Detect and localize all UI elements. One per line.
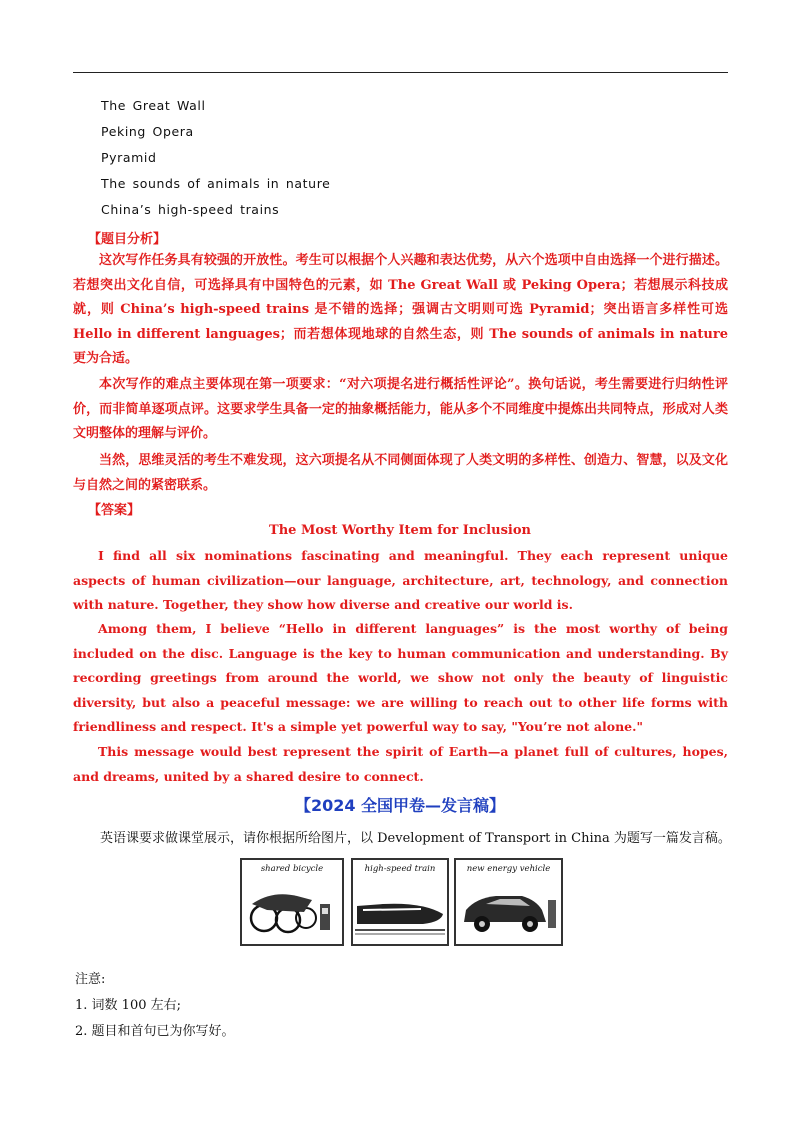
transport-figures xyxy=(240,858,565,944)
note-item: 2. 题目和首句已为你写好。 xyxy=(75,1024,235,1039)
analysis-heading: 【题目分析】 xyxy=(88,232,167,247)
figure-label: shared bicycle xyxy=(260,864,324,874)
option-item: Peking Opera xyxy=(101,124,194,139)
figure-label: new energy vehicle xyxy=(466,864,551,874)
essay-paragraph: I find all six nominations fascinating and meaningful. They each represent unique aspects of human civilization—our language, architecture, art, technology, and connection with nature. Together, they show how diverse and creative our world is. xyxy=(73,548,728,612)
header-rule xyxy=(73,72,728,73)
answer-heading: 【答案】 xyxy=(88,503,141,518)
figure-shared-bicycle xyxy=(240,858,344,946)
essay-paragraph: Among them, I believe “Hello in different languages” is the most worthy of being included on the disc. Language is the key to human communication and understanding. By recording greetings from around the world, we show not only the beauty of linguistic diversity, but also a peaceful message: we are willing to reach out to other life forms with friendliness and respect. It's a simple yet powerful way to say, "You’re not alone." xyxy=(73,621,728,734)
figure-label: high-speed train xyxy=(364,864,436,874)
option-item: China’s high-speed trains xyxy=(101,202,280,217)
option-item: Pyramid xyxy=(101,150,157,165)
figure-new-energy-vehicle xyxy=(454,858,563,946)
writing-prompt: 英语课要求做课堂展示，请你根据所给图片，以 Development of Transport in China 为题写一篇发言稿。 xyxy=(100,831,731,846)
analysis-paragraph: 这次写作任务具有较强的开放性。考生可以根据个人兴趣和表达优势，从六个选项中自由选择一个进行描述。若想突出文化自信，可选择具有中国特色的元素，如 The Great Wall 或 Peking Opera；若想展示科技成就，则 China’s high-speed trains 是不错的选择；强调古文明则可选 Pyramid；突出语言多样性可选 Hello in different languages；而若想体现地球的自然生态，则 The sounds of animals in nature 更为合适。 xyxy=(73,253,728,366)
note-item: 1. 词数 100 左右; xyxy=(75,998,181,1013)
option-item: The sounds of animals in nature xyxy=(101,176,331,191)
essay-paragraph: This message would best represent the spirit of Earth—a planet full of cultures, hopes, and dreams, united by a shared desire to connect. xyxy=(73,744,728,784)
notes-heading: 注意: xyxy=(75,972,106,987)
option-item: The Great Wall xyxy=(101,98,206,113)
essay-title: The Most Worthy Item for Inclusion xyxy=(269,523,531,538)
section-title: 【2024 全国甲卷—发言稿】 xyxy=(294,796,506,815)
analysis-paragraph: 当然，思维灵活的考生不难发现，这六项提名从不同侧面体现了人类文明的多样性、创造力、智慧，以及文化与自然之间的紧密联系。 xyxy=(73,453,728,493)
analysis-paragraph: 本次写作的难点主要体现在第一项要求：“对六项提名进行概括性评论”。换句话说，考生需要进行归纳性评价，而非简单逐项点评。这要求学生具备一定的抽象概括能力，能从多个不同维度中提炼出共同特点，形成对人类文明整体的理解与评价。 xyxy=(73,377,728,441)
figure-high-speed-train xyxy=(351,858,449,946)
